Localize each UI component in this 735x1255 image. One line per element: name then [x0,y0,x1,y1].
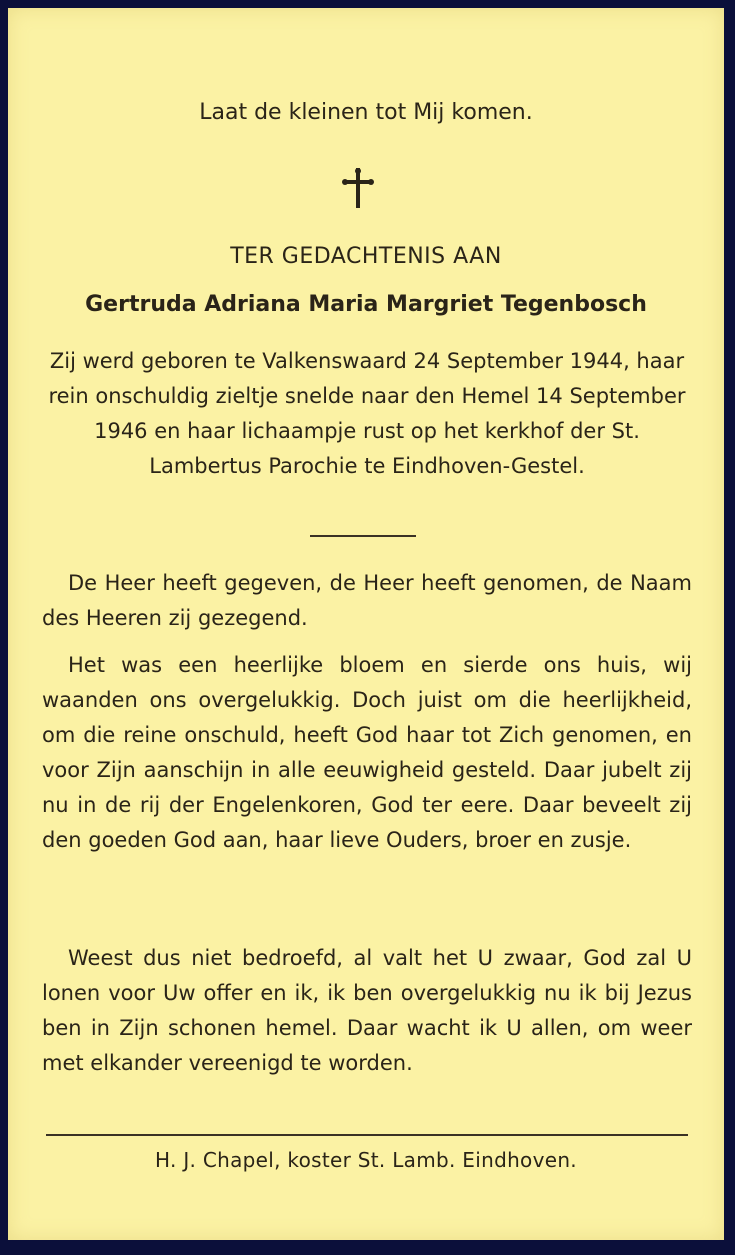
paragraph-consolation: Weest dus niet bedroefd, al valt het U zwaar, God zal U lonen voor Uw offer en ik, ik ben overgelukkig nu ik bij Jezus ben in Zijn schonen hemel. Daar wacht ik U allen, om weer met elkander vereenigd te worden. [42,946,692,1075]
birth-details: Zij werd geboren te Valkenswaard 24 September 1944, haar rein onschuldig zieltje snelde naar den Hemel 14 September 1946 en haar lichaampje rust op het kerkhof der St. Lambertus Parochie te Eindhoven-Gestel. [48,349,686,478]
memorial-heading: TER GEDACHTENIS AAN [230,244,502,269]
motto: Laat de kleinen tot Mij komen. [199,100,533,125]
footer-rule [46,1134,688,1136]
memorial-card [8,8,724,1240]
divider [310,535,416,537]
printer-credit: H. J. Chapel, koster St. Lamb. Eindhoven. [155,1148,577,1172]
paragraph-tribute: Het was een heerlijke bloem en sierde ons huis, wij waanden ons overgelukkig. Doch juist om die heerlijkheid, om die reine onschuld, heeft God haar tot Zich genomen, en voor Zijn aanschijn in alle eeuwigheid gesteld. Daar jubelt zij nu in de rij der Engelenkoren, God ter eere. Daar beveelt zij den goeden God aan, haar lieve Ouders, broer en zusje. [42,653,692,852]
cross-icon [338,166,378,210]
deceased-name: Gertruda Adriana Maria Margriet Tegenbosch [85,292,647,317]
paragraph-blessing: De Heer heeft gegeven, de Heer heeft genomen, de Naam des Heeren zij gezegend. [42,571,692,630]
